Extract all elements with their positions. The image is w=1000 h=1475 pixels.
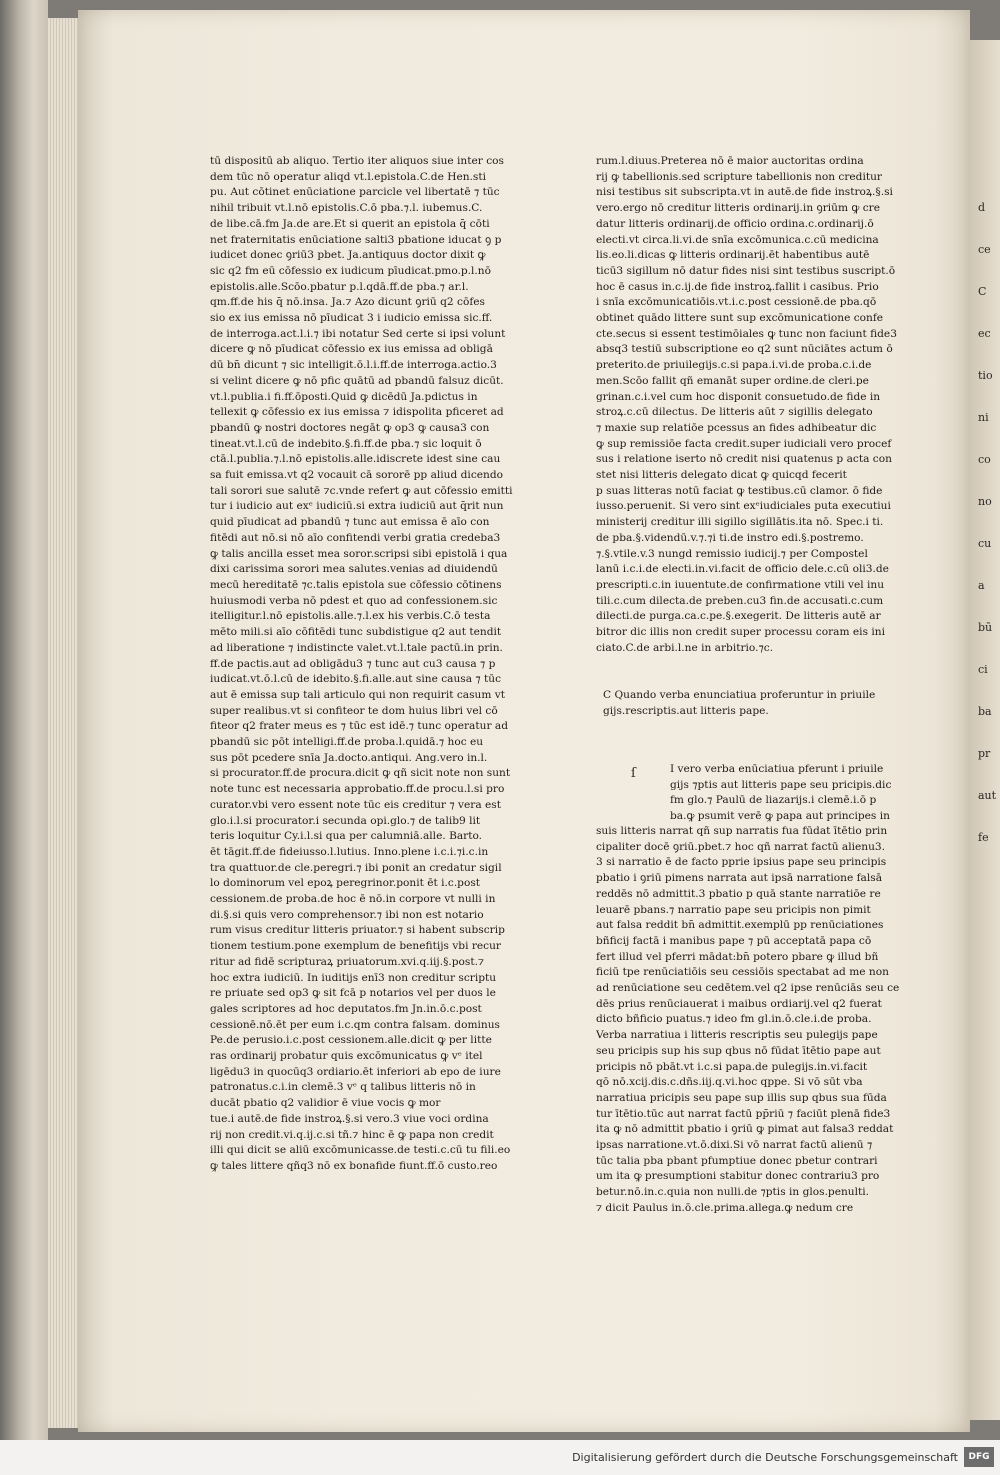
text-line: fm glo.⁊ Paulū de liazarijs.i clemē.i.ō p (670, 794, 877, 807)
initial-letter: ſ (631, 766, 636, 781)
book-spine-edge (0, 0, 48, 1440)
text-line: tue.i autē.de fide instroꝝ.§.si vero.3 viue voci ordina (210, 1112, 489, 1125)
text-line: cessionē.nō.ēt per eum i.c.qm contra falsam. dominus (210, 1018, 500, 1031)
text-line: gijs ⁊ptis aut litteris pape seu pricipis.dic (670, 778, 892, 791)
fragment-line: co (978, 453, 991, 466)
text-line: stet nisi litteris delegato dicat ꝙ quicqd fecerit (596, 469, 847, 482)
text-line: ministerij creditur illi sigillo sigillātis.ita nō. Spec.i ti. (596, 516, 884, 529)
text-line: note tunc est necessaria approbatio.ff.de procu.l.si pro (210, 783, 505, 796)
text-line: sus pōt pcedere snīa Ja.docto.antiqui. Ang.vero in.l. (210, 751, 488, 764)
fragment-line: pr (978, 747, 991, 760)
fragment-line: fe (978, 831, 989, 844)
text-line: tionem testium.pone exemplum de benefitijs vbi recur (210, 940, 501, 953)
page-stack-edge (48, 18, 78, 1428)
text-line: electi.vt circa.li.vi.de snīa excōmunica.c.cū medicina (596, 233, 879, 246)
left-text-column (210, 154, 550, 1175)
text-line: bitror dic illis non credit super processu coram eis ini (596, 626, 885, 639)
text-line: gales scriptores ad hoc deputatos.fm Jn.in.ō.c.post (210, 1002, 482, 1015)
text-line: pu. Aut cōtinet enūciatione parcicle vel libertatē ⁊ tūc (210, 186, 500, 199)
text-line: sio ex ius emissa nō pīudicat 3 i iudicio emissa sic.ff. (210, 312, 493, 325)
fragment-line: no (978, 495, 992, 508)
text-line: vero.ergo nō creditur litteris ordinarij.in ꝯriūm ꝙ cre (596, 202, 880, 215)
text-line: obtinet quādo littere sunt sup excōmunicatione confe (596, 312, 884, 325)
text-line: grinan.c.i.vel cum hoc disponit consuetudo.de fide in (596, 390, 881, 403)
text-line: ritur ad fidē scripturaꝝ priuatorum.xvi.q.iij.§.post.⁊ (210, 955, 485, 968)
text-line: ad liberatione ⁊ indistincte valet.vt.l.tale pactū.in prin. (210, 641, 503, 654)
text-line: glo.i.l.si procurator.i secunda opi.glo.⁊ de talib9 lit (210, 814, 481, 827)
text-line: stroꝝ.c.cū dilectus. De litteris aūt ⁊ sigillis delegato (596, 406, 873, 419)
text-line: nihil tribuit vt.l.nō epistolis.C.ō pba.⁊.l. iubemus.C. (210, 202, 483, 215)
text-line: betur.nō.in.c.quia non nulli.de ⁊ptis in glos.penulti. (596, 1186, 870, 1199)
text-line: dem tūc nō operatur aliqd vt.l.epistola.C.de Hen.sti (210, 170, 486, 183)
text-line: dicto bñficio puatus.⁊ ideo fm gl.in.ō.cle.i.de proba. (596, 1013, 872, 1026)
fragment-line: ni (978, 411, 989, 424)
text-line: di.§.si quis vero comprehensor.⁊ ibi non est notario (210, 908, 484, 921)
text-line: tū dispositū ab aliquo. Tertio iter aliquos siue inter cos (210, 155, 504, 167)
text-line: mēto mili.si aīo cōfitēdi tunc subdistigue q2 aut tendit (210, 626, 502, 639)
text-line: ducāt pbatio q2 validior ē viue vocis ꝙ mor (210, 1097, 441, 1110)
text-line: lanū i.c.i.de electi.in.vi.facit de officio dele.c.cū oli3.de (596, 563, 889, 576)
text-line: Pe.de perusio.i.c.post cessionem.alle.dicit ꝙ per litte (210, 1034, 492, 1047)
text-line: absq3 testiū subscriptione eo q2 sunt nūciātes actum ō (596, 343, 893, 356)
text-line: iudicet donec ꝯriū3 pbet. Ja.antiquus doctor dixit ꝙ (210, 249, 486, 262)
text-line: quid pīudicat ad pbandū ⁊ tunc aut emissa ē aīo con (210, 516, 490, 529)
text-line: datur litteris ordinarij.de officio ordina.c.ordinarij.ō (596, 217, 874, 230)
text-line: sic q2 fm eū cōfessio ex iudicum pīudicat.pmo.p.l.nō (210, 264, 492, 277)
text-line: hoc ē casus in.c.ij.de fide instroꝝ.fallit i casibus. Prio (596, 280, 879, 293)
fragment-line: ci (978, 663, 988, 676)
text-line: I vero verba enūciatiua pferunt i priuile (670, 763, 884, 775)
text-line: super realibus.vt si confiteor te dom huius libri vel cō (210, 704, 498, 717)
text-line: pbandū sic pōt intelligi.ff.de proba.l.quidā.⁊ hoc eu (210, 736, 484, 749)
text-line: qm.ff.de his q̄ nō.insa. Ja.⁊ Azo dicunt ꝯriū q2 cōfes (210, 296, 485, 309)
adjacent-page-fragments (978, 200, 1000, 872)
text-line: ad renūciatione seu cedētem.vel q2 ipse renūciās seu ce (596, 982, 900, 995)
text-line: vt.l.publia.i fi.ff.ōposti.Quid ꝙ dicēdū Ja.pdictus in (210, 390, 478, 403)
footer-bar (0, 1440, 1000, 1475)
text-line: qō nō.xcij.dis.c.dñs.iij.q.vi.hoc qppe. Si vō sūt vba (596, 1076, 863, 1089)
text-line: lis.eo.li.dicas ꝙ litteris ordinarij.ēt habentibus autē (596, 249, 870, 262)
text-line: dū bn̄ dicunt ⁊ sic intelligit.ō.l.i.ff.de interroga.actio.3 (210, 359, 497, 372)
text-line: ba.ꝙ psumit verē ꝙ papa aut principes in (670, 810, 890, 823)
text-line: ligēdu3 in quocūq3 ordiario.ēt inferiori ab epo de iure (210, 1065, 501, 1078)
text-line: ctā.l.publia.⁊.l.nō epistolis.alle.idiscrete idest sine cau (210, 453, 501, 466)
text-line: tra quattuor.de cle.peregri.⁊ ibi ponit an credatur sigil (210, 861, 502, 874)
text-line: fert illud vel pferri mādat:bn̄ potero pbare ꝙ illud bñ (596, 950, 879, 963)
text-line: p suas litteras notū faciat ꝙ testibus.cū clamor. ō fide (596, 484, 883, 497)
text-line: prescripti.c.in iuuentute.de confirmatione vtili vel inu (596, 578, 885, 591)
text-line: teris loquitur Cy.i.l.si qua per calumniā.alle. Barto. (210, 830, 483, 843)
text-line: dilecti.de purga.ca.c.pe.§.exegerit. De litteris autē ar (596, 610, 881, 623)
text-line: net fraternitatis enūciatione salti3 pbatione iducat ꝯ p (210, 233, 502, 246)
indented-paragraph-start (670, 762, 915, 825)
text-line: si procurator.ff.de procura.dicit ꝙ qñ sicit note non sunt (210, 767, 511, 780)
text-line: re priuate sed op3 ꝙ sit fcā p notarios vel per duos le (210, 987, 496, 1000)
text-line: illi qui dicit se aliū excōmunicasse.de testi.c.cū tu fili.eo (210, 1144, 511, 1157)
text-line: narratiua pricipis seu pape sup illis sup qbus sua fūda (596, 1091, 887, 1104)
text-line: ⁊ dicit Paulus in.ō.cle.prima.allega.ꝙ nedum cre (596, 1201, 854, 1214)
fragment-line: ec (978, 327, 991, 340)
text-line: dixi carissima sorori mea salutes.venias ad diuidendū (210, 563, 498, 576)
text-line: cipaliter docē ꝯriū.pbet.⁊ hoc qñ narrat factū alienu3. (596, 840, 886, 853)
text-line: ꝙ sup remissiōe facta credit.super iudiciali vero procef (596, 437, 892, 450)
fragment-line: a (978, 579, 985, 592)
text-line: rij ꝙ tabellionis.sed scripture tabellionis non creditur (596, 170, 883, 183)
fragment-line: cu (978, 537, 992, 550)
funding-notice: Digitalisierung gefördert durch die Deutsche Forschungsgemeinschaft (572, 1451, 958, 1464)
section-heading (603, 688, 923, 719)
text-line: ꝙ tales littere qñq3 nō ex bonafide fiunt.ff.ō custo.reo (210, 1160, 498, 1172)
text-line: iusso.peruenit. Si vero sint exᵉiudiciales puta executiui (596, 500, 891, 513)
text-line: pbatio i ꝯriū pimens narrata aut ipsā narratione falsā (596, 872, 883, 885)
fragment-line: ba (978, 705, 992, 718)
text-line: ⁊ maxie sup relatiōe pcessus an fides adhibeatur dic (596, 421, 877, 434)
text-line: mecū hereditatē ⁊c.talis epistola sue cōfessio cōtinens (210, 578, 502, 591)
text-line: cessionem.de proba.de hoc ē nō.in corpore vt nulli in (210, 893, 496, 906)
text-line: huiusmodi verba nō pdest et quo ad confessionem.sic (210, 594, 498, 607)
fragment-line: tio (978, 369, 993, 382)
text-line: rum visus creditur litteris priuator.⁊ si habent subscrip (210, 924, 505, 937)
text-line: iudicat.vt.ō.l.cū de idebito.§.fi.alle.aut sine causa ⁊ tūc (210, 673, 502, 686)
text-line: cte.secus si essent testimōiales ꝙ tunc non faciunt fide3 (596, 327, 897, 340)
text-line: um ita ꝙ presumptioni stabitur donec contrariu3 pro (596, 1170, 880, 1183)
right-text-column-top (596, 154, 916, 657)
text-line: ciato.C.de arbi.l.ne in arbitrio.⁊c. (596, 641, 774, 654)
initial-letter-space (626, 762, 666, 804)
text-line: tili.c.cum dilecta.de preben.cu3 fin.de accusati.c.cum (596, 594, 884, 607)
text-line: rij non credit.vi.q.ij.c.si tñ.⁊ hinc ē ꝙ papa non credit (210, 1128, 494, 1141)
text-line: preterito.de priuilegijs.c.si papa.i.vi.de proba.c.i.de (596, 359, 872, 372)
text-line: ⁊.§.vtile.v.3 nungd remissio iudicij.⁊ per Compostel (596, 547, 868, 560)
text-line: Verba narratiua i litteris rescriptis seu pulegijs pape (596, 1029, 878, 1042)
text-line: curator.vbi vero essent note tūc eis creditur ⁊ vera est (210, 798, 501, 811)
text-line: tūc talia pba pbant pfumptiue donec pbetur contrari (596, 1154, 878, 1167)
text-line: ficiū tpe renūciatiōis seu cessiōis spectabat ad me non (596, 966, 889, 979)
text-line: pbandū ꝙ nostri doctores negāt ꝙ op3 ꝙ causa3 con (210, 421, 490, 434)
text-line: ēt tāgit.ff.de fideiusso.l.lutius. Inno.plene i.c.i.⁊i.c.in (210, 845, 489, 858)
text-line: men.Scōo fallit qñ emanāt super ordine.de cleri.pe (596, 374, 869, 387)
text-line: bñficij factā i manibus pape ⁊ pū acceptatā papa cō (596, 934, 872, 947)
dfg-logo-icon: DFG (964, 1447, 994, 1467)
text-line: ꝙ talis ancilla esset mea soror.scripsi sibi epistolā i qua (210, 547, 508, 560)
text-line: sus i relatione iserto nō credit nisi quatenus p acta con (596, 453, 892, 466)
text-line: tur ītētio.tūc aut narrat factū pp̄riū ⁊ faciūt plenā fide3 (596, 1107, 891, 1120)
text-line: lo dominorum vel epoꝝ peregrinor.ponit ēt i.c.post (210, 877, 481, 890)
text-line: aut falsa reddit bn̄ admittit.exemplū pp renūciationes (596, 919, 884, 932)
text-line: rum.l.diuus.Preterea nō ē maior auctoritas ordina (596, 155, 864, 167)
fragment-line: ce (978, 243, 991, 256)
text-line: ipsas narratione.vt.ō.dixi.Si vō narrat factū alienū ⁊ (596, 1139, 873, 1152)
right-text-column-bottom (596, 824, 916, 1217)
text-line: nisi testibus sit subscripta.vt in autē.de fide instroꝝ.§.si (596, 186, 893, 199)
fragment-line: d (978, 201, 986, 214)
adjacent-page-edge (970, 40, 1000, 1420)
text-line: 3 si narratio ē de facto pprie ipsius pape seu principis (596, 856, 887, 869)
text-line: de pba.§.videndū.v.⁊.⁊i ti.de instro edi.§.postremo. (596, 531, 864, 544)
heading-line-2: gijs.rescriptis.aut litteris pape. (603, 704, 769, 717)
heading-line-1: C Quando verba enunciatiua proferuntur in priuile (603, 689, 876, 701)
text-line: leuarē pbans.⁊ narratio pape seu pricipis non pimit (596, 903, 871, 916)
text-line: patronatus.c.i.in clemē.3 vᵉ q talibus litteris nō in (210, 1081, 476, 1094)
text-line: ita ꝙ nō admittit pbatio i ꝯriū ꝙ pimat aut falsa3 reddat (596, 1123, 894, 1136)
text-line: de interroga.act.l.i.⁊ ibi notatur Sed certe si ipsi volunt (210, 327, 506, 340)
text-line: seu pricipis sup his sup qbus nō fūdat ītētio pape aut (596, 1044, 881, 1057)
text-line: hoc extra iudiciū. In iuditijs enī3 non creditur scriptu (210, 971, 497, 984)
fragment-line: C (978, 285, 987, 298)
text-line: si velint dicere ꝙ nō pfic quātū ad pbandū falsuz dicūt. (210, 374, 504, 387)
text-line: reddēs nō admittit.3 pbatio p quā stante narratiōe re (596, 887, 881, 900)
text-line: tellexit ꝙ cōfessio ex ius emissa ⁊ idispolita pficeret ad (210, 406, 504, 419)
text-line: dēs prius renūciauerat i maibus ordiarij.vel q2 fuerat (596, 997, 882, 1010)
text-line: fitēdi aut nō.si nō aīo confitendi verbi gratia credeba3 (210, 531, 501, 544)
fragment-line: aut (978, 789, 997, 802)
text-line: ff.de pactis.aut ad obligādu3 ⁊ tunc aut cu3 causa ⁊ p (210, 657, 496, 670)
text-line: ticū3 sigillum nō datur fides nisi sint testibus suscript.ō (596, 264, 896, 277)
text-line: sa fuit emissa.vt q2 vocauit cā sororē pp aliud dicendo (210, 469, 504, 482)
text-line: tineat.vt.l.cū de indebito.§.fi.ff.de pba.⁊ sic loquit ō (210, 437, 482, 450)
text-line: epistolis.alle.Scōo.pbatur p.l.qdā.ff.de pba.⁊ ar.l. (210, 280, 469, 293)
text-line: tali sorori sue salutē ⁊c.vnde refert ꝙ aut cōfessio emitti (210, 484, 513, 497)
fragment-line: bū (978, 621, 993, 634)
text-line: pricipis nō pbāt.vt i.c.si papa.de pulegijs.in.vi.facit (596, 1060, 868, 1073)
text-line: ras ordinarij probatur quis excōmunicatus ꝙ vᵉ itel (210, 1050, 483, 1063)
text-line: itelligitur.l.nō epistolis.alle.⁊.l.ex his verbis.C.ō testa (210, 610, 491, 623)
text-line: tur i iudicio aut exᵉ iudiciū.si extra iudiciū aut q̄rit nun (210, 500, 504, 513)
text-line: dicere ꝙ nō pīudicat cōfessio ex ius emissa ad obligā (210, 343, 493, 356)
text-line: fiteor q2 frater meus es ⁊ tūc est idē.⁊ tunc operatur ad (210, 720, 508, 733)
text-line: aut ē emissa sup tali articulo qui non requirit casum vt (210, 688, 506, 701)
text-line: suis litteris narrat qñ sup narratis fua fūdat ītētio prin (596, 825, 888, 837)
text-line: i snīa excōmunicatiōis.vt.i.c.post cessionē.de pba.qō (596, 296, 877, 309)
text-line: de libe.cā.fm Ja.de are.Et si querit an epistola q̄ cōti (210, 217, 490, 230)
